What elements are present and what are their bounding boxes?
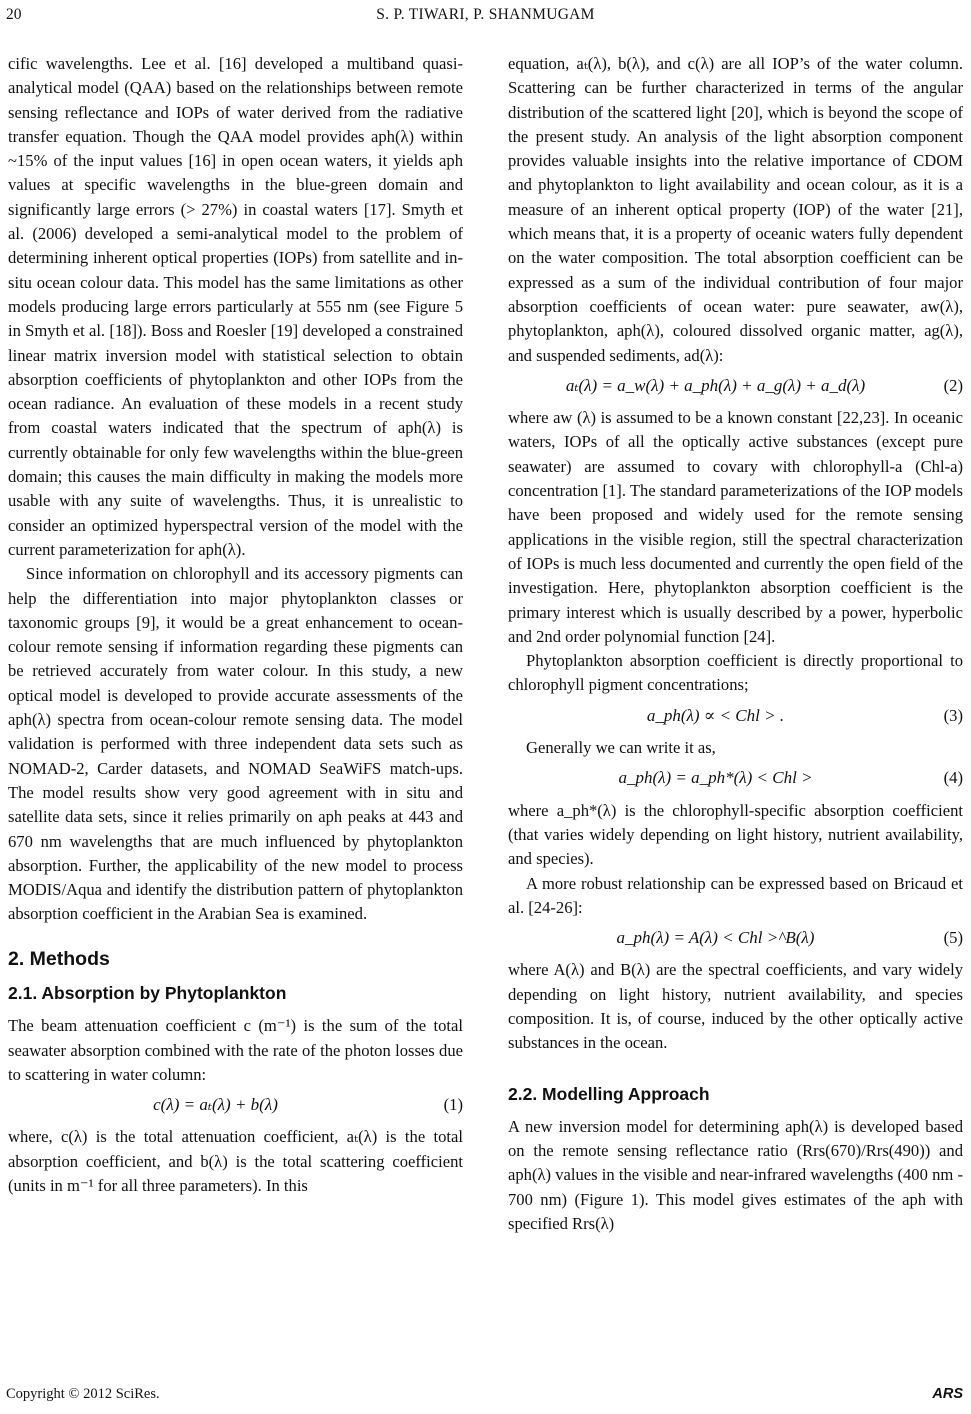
paragraph: A more robust relationship can be expressed based on Bricaud et al. [24-26]: xyxy=(508,873,963,917)
paragraph: where, c(λ) is the total attenuation coefficient, aₜ(λ) is the total absorption coefficient, and b(λ) is the total scattering coefficient (units in m⁻¹ for all three parameters). In this xyxy=(8,1127,463,1196)
equation-3 xyxy=(508,704,963,728)
page-header xyxy=(0,6,971,28)
paragraph: The beam attenuation coefficient c (m⁻¹) is the sum of the total seawater absorption combined with the rate of the photon losses due to scattering in water column: xyxy=(8,1016,463,1084)
equation-number: (3) xyxy=(943,705,963,725)
paragraph: where aw (λ) is assumed to be a known constant [22,23]. In oceanic waters, IOPs of all the optically active substances (except pure seawater) are assumed to covary with chlorophyll-a (Chl-a) concentration [1]. The standard parameterizations of the IOP models have been proposed and widely used for the remote sensing applications in the visible region, still the spectral characterization of IOPs is much less documented and currently the open field of the investigation. Here, phytoplankton absorption coefficient is the primary interest which is usually described by a power, hyperbolic and 2nd order polynomial function [24]. xyxy=(508,408,963,646)
subsection-heading-absorption: 2.1. Absorption by Phytoplankton xyxy=(8,982,287,1003)
equation-number: (5) xyxy=(943,928,963,948)
page-number: 20 xyxy=(6,6,22,23)
paragraph: Phytoplankton absorption coefficient is directly proportional to chlorophyll pigment concentrations; xyxy=(508,651,963,695)
equation-1 xyxy=(8,1093,463,1117)
equation-number: (2) xyxy=(943,375,963,395)
copyright-notice: Copyright © 2012 SciRes. xyxy=(6,1386,160,1402)
equation-2 xyxy=(508,374,963,398)
paragraph: A new inversion model for determining aph(λ) is developed based on the remote sensing reflectance ratio (Rrs(670)/Rrs(490)) and aph(λ) values in the visible and near-infrared wavelengths (400 nm - 700 nm) (Figure 1). This model gives estimates of the aph with specified Rrs(λ) xyxy=(508,1116,963,1234)
journal-abbrev: ARS xyxy=(932,1386,963,1402)
paragraph: cific wavelengths. Lee et al. [16] developed a multiband quasi-analytical model (QAA) based on the relationships between remote sensing reflectance and IOPs of water derived from the radiative transfer equation. Though the QAA model provides aph(λ) within ~15% of the input values [16] in open ocean waters, it yields aph values at specific wavelengths in the blue-green domain and significantly large errors (> 27%) in coastal waters [17]. Smyth et al. (2006) developed a semi-analytical model to the problem of determining inherent optical properties (IOPs) from satellite and in-situ ocean colour data. This model has the same limitations as other models producing large errors particularly at 555 nm (see Figure 5 in Smyth et al. [18]). Boss and Roesler [19] developed a constrained linear matrix inversion model with statistical selection to obtain absorption coefficients of phytoplankton and other IOPs from the ocean radiance. An evaluation of these models in a recent study from coastal waters indicated that the spectrum of aph(λ) is currently obtainable for only few wavelengths within the blue-green domain; this causes the main difficulty in making the models more usable with any suite of wavelengths. Thus, it is unrealistic to consider an optimized hyperspectral version of the model with the current parameterization for aph(λ). xyxy=(8,54,463,559)
subsection-heading-modelling: 2.2. Modelling Approach xyxy=(508,1083,710,1104)
paragraph: equation, aₜ(λ), b(λ), and c(λ) are all IOP’s of the water column. Scattering can be further characterized in terms of the angular distribution of the scattered light [20], which is beyond the scope of the present study. An analysis of the light absorption component provides valuable insights into the relative importance of CDOM and phytoplankton to light availability and ocean colour, as it is a measure of an inherent optical property (IOP) of the water [21], which means that, it is a property of oceanic waters fully dependent on the water composition. The total absorption coefficient can be expressed as a sum of the individual contribution of four major absorption coefficients of ocean water: pure seawater, aw(λ), phytoplankton, aph(λ), coloured dissolved organic matter, ag(λ), and suspended sediments, ad(λ): xyxy=(508,54,963,365)
equation-formula: a_ph(λ) = A(λ) < Chl >^B(λ) xyxy=(616,928,815,948)
paragraph: where A(λ) and B(λ) are the spectral coefficients, and vary widely depending on light history, nutrient availability, and species composition. It is, of course, induced by the other optically active substances in the ocean. xyxy=(508,960,963,1053)
left-column xyxy=(8,52,463,1198)
equation-4 xyxy=(508,766,963,790)
paragraph: Generally we can write it as, xyxy=(526,738,716,758)
equation-formula: a_ph(λ) = a_ph*(λ) < Chl > xyxy=(618,768,813,788)
paragraph: where a_ph*(λ) is the chlorophyll-specific absorption coefficient (that varies widely depending on light history, nutrient availability, and species). xyxy=(508,800,963,869)
running-authors: S. P. TIWARI, P. SHANMUGAM xyxy=(376,6,595,23)
equation-number: (4) xyxy=(943,768,963,788)
equation-formula: a_ph(λ) ∝ < Chl > . xyxy=(646,705,785,725)
equation-formula: c(λ) = aₜ(λ) + b(λ) xyxy=(153,1095,278,1115)
paragraph: Since information on chlorophyll and its accessory pigments can help the differentiation into major phytoplankton classes or taxonomic groups [9], it would be a great enhancement to ocean-colour remote sensing if information regarding these pigments can be retrieved accurately from water colour. In this study, a new optical model is developed to provide accurate assessments of the aph(λ) spectra from ocean-colour remote sensing data. The model validation is performed with three independent data sets such as NOMAD-2, Carder datasets, and NOMAD SeaWiFS match-ups. The model results show very good agreement with in situ and satellite data sets, since it relies primarily on aph peaks at 443 and 670 nm wavelengths that are much influenced by phytoplankton absorption. Further, the applicability of the new model to process MODIS/Aqua and identify the distribution pattern of phytoplankton absorption coefficient in the Arabian Sea is examined. xyxy=(8,564,463,924)
equation-5 xyxy=(508,926,963,950)
equation-formula: aₜ(λ) = a_w(λ) + a_ph(λ) + a_g(λ) + a_d(λ) xyxy=(565,375,866,395)
right-column xyxy=(508,52,963,1236)
equation-number: (1) xyxy=(443,1095,463,1115)
section-heading-methods: 2. Methods xyxy=(8,947,110,970)
